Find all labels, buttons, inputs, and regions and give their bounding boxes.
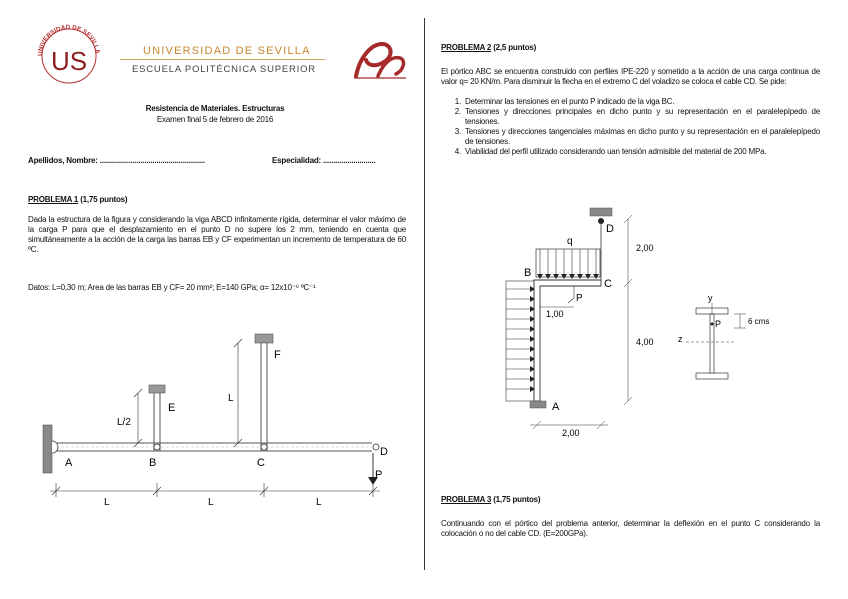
- p2-item-4: 4. Viabilidad del perfil utilizado considerando uan tensión admisible del material de 200 MPa.: [463, 147, 820, 157]
- p2-label-z: z: [678, 334, 683, 344]
- p3-heading: [441, 495, 540, 505]
- p2-heading: [441, 43, 536, 53]
- p2-title: PROBLEMA 2: [441, 43, 492, 52]
- p1-label-L3: L: [316, 497, 322, 508]
- specialty-field: Especialidad: ..........................: [272, 156, 376, 165]
- p2-item-3: 3. Tensiones y direcciones tangenciales máximas en dicho punto y su representación en el paralelepípedo de tensiones.: [463, 127, 820, 147]
- p1-label-E: E: [168, 402, 176, 414]
- p1-label-L2b: L: [208, 497, 214, 508]
- university-name: UNIVERSIDAD DE SEVILLA: [143, 45, 311, 57]
- column-divider: [424, 18, 425, 570]
- title-rule: [120, 59, 325, 60]
- p1-title: PROBLEMA 1: [28, 195, 79, 204]
- university-seal-logo: [34, 22, 104, 84]
- p1-heading: [28, 195, 127, 205]
- p1-label-L2: L/2: [117, 417, 131, 428]
- p1-label-L1: L: [104, 497, 110, 508]
- p2-label-200-vert: 2,00: [636, 243, 654, 253]
- p2-item-2: 2. Tensiones y direcciones principales en dicho punto y su representación en el paralelepípedo de tensiones.: [463, 107, 820, 127]
- p1-label-L-vert: L: [228, 393, 234, 404]
- seal-text: UNIVERSIDAD DE SEVILLA: [36, 23, 101, 57]
- p2-label-P: P: [576, 293, 583, 304]
- p2-label-A: A: [552, 401, 560, 413]
- p1-label-D: D: [380, 446, 388, 458]
- p2-figure: [490, 205, 790, 445]
- p1-figure: [30, 325, 410, 510]
- school-name: ESCUELA POLITÉCNICA SUPERIOR: [132, 64, 316, 75]
- p2-label-B: B: [524, 267, 532, 279]
- p3-title: PROBLEMA 3: [441, 495, 492, 504]
- p3-statement: Continuando con el pórtico del problema anterior, determinar la deflexión en el punto C considerando la colocación o no del cable CD. (E=200GPa).: [441, 519, 820, 538]
- exam-date: Examen final 5 de febrero de 2016: [156, 115, 274, 124]
- course-title: Resistencia de Materiales. Estructuras: [145, 104, 285, 113]
- p2-label-C: C: [604, 278, 612, 290]
- p2-label-200-horiz: 2,00: [562, 428, 580, 438]
- p1-data: Datos: L=0,30 m; Area de las barras EB y CF= 20 mm²; E=140 GPa; α= 12x10⁻⁶ ºC⁻¹: [28, 283, 316, 292]
- p1-points: (1,75 puntos): [80, 195, 128, 204]
- name-field: Apellidos, Nombre: ....................................................: [28, 156, 205, 165]
- p2-item-1: 1. Determinar las tensiones en el punto P indicado de la viga BC.: [463, 97, 820, 107]
- p2-label-y: y: [708, 293, 713, 303]
- p1-label-C: C: [257, 457, 265, 469]
- p2-statement: El pórtico ABC se encuentra construido con perfiles IPE-220 y sometido a la acción de una carga continua de valor q= 20 KN/m. Para disminuir la flecha en el extremo C del voladizo se coloca el cable CD. Se pide:: [441, 67, 820, 86]
- p2-list: [441, 97, 820, 157]
- p2-points: (2,5 puntos): [493, 43, 537, 52]
- p2-label-D: D: [606, 223, 614, 235]
- p2-label-P-section: P: [715, 319, 722, 329]
- p1-label-P: P: [375, 469, 383, 481]
- seal-letters: US: [50, 46, 88, 76]
- p1-label-F: F: [274, 349, 281, 361]
- eps-logo: [350, 36, 410, 84]
- p3-points: (1,75 puntos): [493, 495, 541, 504]
- p2-label-6cms: 6 cms: [748, 317, 770, 326]
- p2-label-100: 1,00: [546, 309, 564, 319]
- p1-statement: Dada la estructura de la figura y considerando la viga ABCD infinitamente rígida, determinar el valor máximo de la carga P para que el desplazamiento en el punto D no supere los 2 mm, teniendo en cuenta que simultáneamente a la acción de la carga las barras EB y CF experimentan un incremento de temperatura de 60 ºC.: [28, 215, 406, 254]
- p1-label-B: B: [149, 457, 157, 469]
- p1-label-A: A: [65, 457, 73, 469]
- p2-label-q: q: [567, 236, 573, 247]
- p2-label-400: 4,00: [636, 337, 654, 347]
